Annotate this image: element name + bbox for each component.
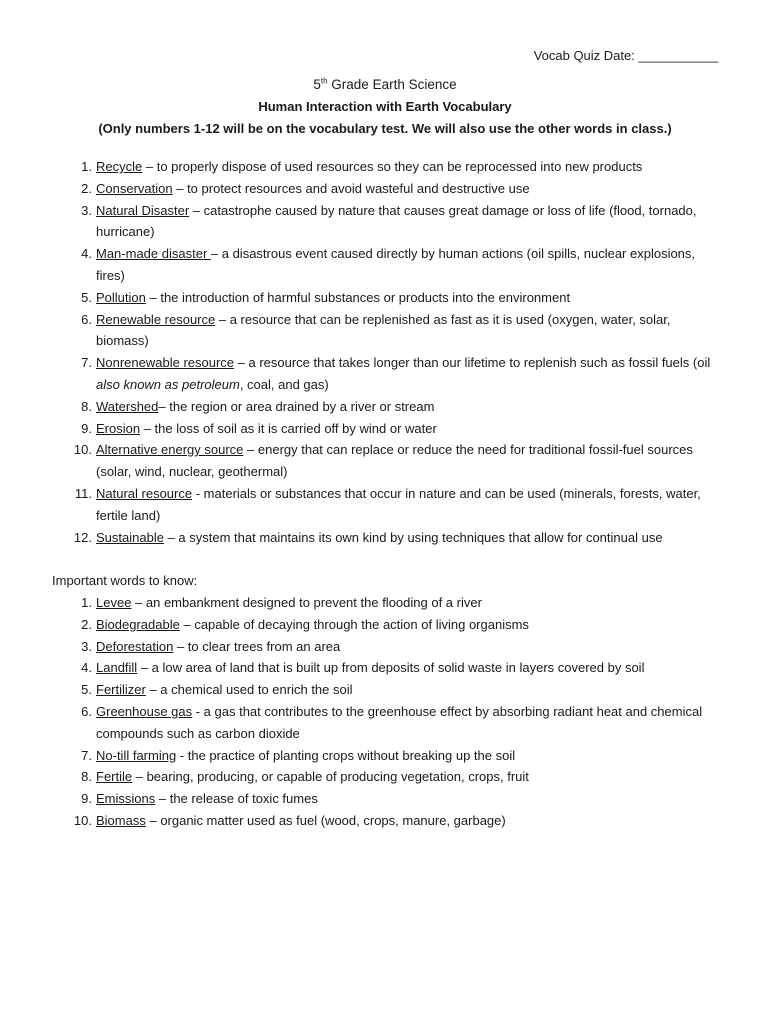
important-term: Levee <box>96 595 132 610</box>
important-definition: – organic matter used as fuel (wood, crops, manure, garbage) <box>145 812 506 828</box>
item-number: 2. <box>81 616 92 632</box>
item-number: 11. <box>74 485 92 501</box>
vocab-term: Renewable resource <box>96 311 216 327</box>
item-number: 8. <box>81 398 92 414</box>
grade-subject <box>0 74 770 96</box>
important-term: No-till farming <box>96 747 177 763</box>
vocab-term: Sustainable <box>96 529 164 545</box>
important-term: Emissions <box>96 791 156 807</box>
vocab-definition: – the region or area drained by a river or stream <box>158 398 435 414</box>
vocab-term: Recycle <box>96 159 143 174</box>
item-number: 1. <box>81 159 92 174</box>
vocab-item <box>52 156 716 178</box>
vocab-item <box>52 352 716 396</box>
important-term: Greenhouse gas <box>96 703 193 719</box>
vocab-item <box>52 243 716 287</box>
item-number: 3. <box>81 202 92 218</box>
quiz-date-label: Vocab Quiz Date: ___________ <box>533 48 718 63</box>
vocab-definition: – a resource that takes longer than our lifetime to replenish such as fossil fuels (oil <box>234 355 711 371</box>
vocab-definition: – to properly dispose of used resources so they can be reprocessed into new products <box>142 159 643 174</box>
vocab-item <box>52 418 716 440</box>
important-definition: – bearing, producing, or capable of producing vegetation, crops, fruit <box>132 769 529 785</box>
item-number: 9. <box>81 791 92 807</box>
vocab-definition: - materials or substances that occur in nature and can be used (minerals, forests, water, fertile land) <box>96 485 701 523</box>
item-number: 4. <box>81 660 92 676</box>
item-number: 10. <box>73 812 92 828</box>
important-item <box>52 788 716 810</box>
item-number: 5. <box>81 289 92 305</box>
vocab-definition: – catastrophe caused by nature that causes great damage or loss of life (flood, tornado, hurricane) <box>96 202 697 240</box>
item-number: 4. <box>81 246 92 262</box>
vocab-term: Pollution <box>96 289 146 305</box>
item-number: 2. <box>81 180 92 196</box>
vocab-definition: – to protect resources and avoid wasteful and destructive use <box>172 180 530 196</box>
vocab-item <box>52 527 716 549</box>
important-item <box>52 810 716 832</box>
vocab-term: Natural resource <box>96 485 193 501</box>
grade-number: 5 <box>313 77 321 92</box>
vocab-term: Conservation <box>96 180 173 196</box>
item-number: 10. <box>73 442 92 458</box>
item-number: 7. <box>81 355 92 371</box>
grade-subject-text: Grade Earth Science <box>327 77 457 92</box>
vocab-definition: – the introduction of harmful substances or products into the environment <box>145 289 571 305</box>
vocab-item <box>52 396 716 418</box>
item-number: 1. <box>81 595 92 610</box>
item-number: 6. <box>81 703 92 719</box>
important-item <box>52 614 716 636</box>
document-header <box>0 74 770 139</box>
vocab-definition: – a resource that can be replenished as fast as it is used (oxygen, water, solar, biomass) <box>96 311 671 349</box>
important-term: Biomass <box>96 812 146 828</box>
vocab-item <box>52 287 716 309</box>
test-note: (Only numbers 1-12 will be on the vocabulary test. We will also use the other words in class.) <box>98 120 672 136</box>
important-definition: - a gas that contributes to the greenhouse effect by absorbing radiant heat and chemical compounds such as carbon dioxide <box>96 703 703 741</box>
vocab-item <box>52 309 716 353</box>
item-number: 6. <box>81 311 92 327</box>
important-item <box>52 679 716 701</box>
important-item <box>52 657 716 679</box>
important-term: Fertilizer <box>96 682 146 698</box>
important-definition: – to clear trees from an area <box>173 638 341 654</box>
vocab-term: Erosion <box>96 420 141 436</box>
vocab-item <box>52 178 716 200</box>
important-definition: – capable of decaying through the action of living organisms <box>179 616 529 632</box>
important-words-heading: Important words to know: <box>52 573 198 588</box>
important-term: Fertile <box>96 769 133 785</box>
item-number: 8. <box>81 769 92 785</box>
important-words-list <box>52 592 716 832</box>
document-title: Human Interaction with Earth Vocabulary <box>258 98 512 114</box>
important-term: Landfill <box>96 660 138 676</box>
important-definition: - the practice of planting crops without breaking up the soil <box>176 747 516 763</box>
important-term: Biodegradable <box>96 616 180 632</box>
item-number: 3. <box>81 638 92 654</box>
item-number: 9. <box>81 420 92 436</box>
vocab-item <box>52 200 716 244</box>
important-definition: – a low area of land that is built up from deposits of solid waste in layers covered by soil <box>137 660 645 676</box>
vocab-term: Alternative energy source <box>96 442 244 458</box>
important-item <box>52 766 716 788</box>
vocab-term: Man-made disaster <box>96 246 211 262</box>
important-item <box>52 745 716 767</box>
vocab-term: Nonrenewable resource <box>96 355 235 371</box>
important-definition: – a chemical used to enrich the soil <box>145 682 353 698</box>
grade-superscript: th <box>320 76 328 86</box>
vocab-definition-end: , coal, and gas) <box>239 376 329 392</box>
important-item <box>52 592 716 614</box>
vocab-definition: – energy that can replace or reduce the need for traditional fossil-fuel sources (solar, wind, nuclear, geothermal) <box>96 442 693 480</box>
vocab-definition: – a disastrous event caused directly by human actions (oil spills, nuclear explosions, fires) <box>96 246 696 283</box>
vocab-item <box>52 483 716 527</box>
important-item <box>52 701 716 745</box>
vocab-term: Natural Disaster <box>96 202 190 218</box>
item-number: 12. <box>73 529 92 545</box>
vocab-definition-italic: also known as petroleum <box>96 376 240 392</box>
vocab-list <box>52 156 716 548</box>
important-term: Deforestation <box>96 638 174 654</box>
vocab-definition: – the loss of soil as it is carried off by wind or water <box>140 420 437 436</box>
item-number: 5. <box>81 682 92 698</box>
important-definition: – the release of toxic fumes <box>155 791 318 807</box>
important-item <box>52 636 716 658</box>
vocab-item <box>52 439 716 483</box>
vocab-definition: – a system that maintains its own kind by using techniques that allow for continual use <box>163 529 663 545</box>
vocab-term: Watershed <box>96 398 159 414</box>
item-number: 7. <box>81 747 92 763</box>
important-definition: – an embankment designed to prevent the flooding of a river <box>131 595 482 610</box>
